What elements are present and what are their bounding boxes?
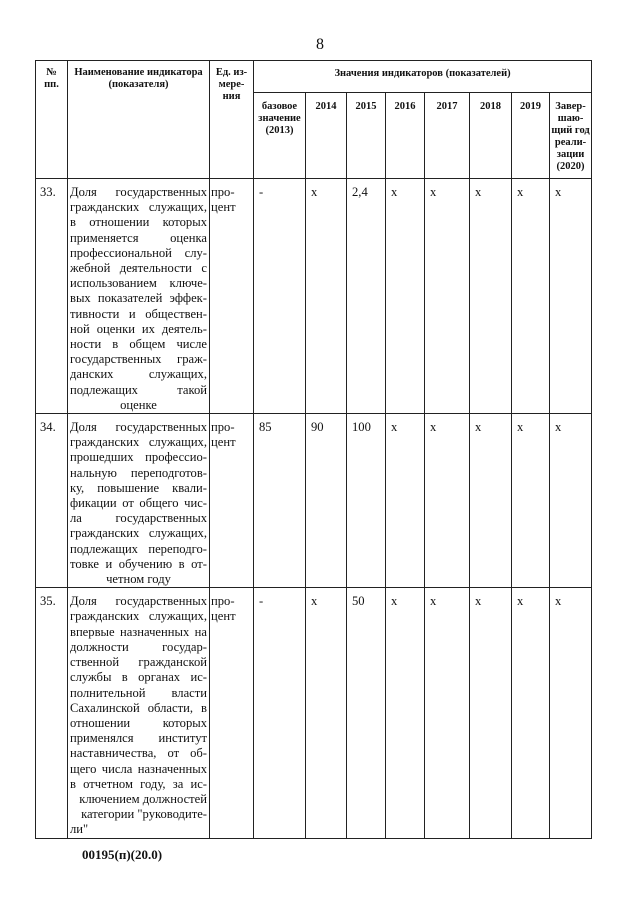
row-number: 33.	[36, 179, 68, 414]
table-body	[36, 179, 592, 839]
indicator-name-line: товке и обучению в от-	[70, 556, 207, 571]
indicator-name-line: службы в органах ис-	[70, 670, 207, 685]
indicator-name-line: ственной гражданской	[70, 655, 207, 670]
value-v2018: х	[470, 179, 512, 414]
indicator-name-line: Сахалинской области, в	[70, 700, 207, 715]
value-v2019: х	[512, 414, 550, 588]
indicator-name-line: ключением должностей	[79, 791, 207, 806]
table-row	[36, 179, 592, 414]
unit-of-measure	[210, 588, 254, 838]
header-2019: 2019	[512, 93, 550, 179]
value-v2018: х	[470, 588, 512, 838]
indicator-name-line: ной оценки их деятель-	[70, 321, 207, 336]
indicator-name-line: нальную переподготов-	[70, 465, 207, 480]
row-number: 35.	[36, 588, 68, 838]
value-v2017: х	[425, 414, 470, 588]
value-v2014: 90	[306, 414, 347, 588]
unit-line: про-	[211, 420, 235, 435]
indicator-name-line: гражданских служащих,	[70, 526, 207, 541]
indicator-name	[68, 588, 210, 838]
value-base: 85	[254, 414, 306, 588]
indicator-name-line: государственных граж-	[70, 352, 207, 367]
value-v2019: х	[512, 179, 550, 414]
value-v2020: х	[550, 588, 592, 838]
indicator-name-line: категории "руководите-	[81, 807, 207, 822]
value-v2017: х	[425, 179, 470, 414]
indicator-name-line: впервые назначенных на	[70, 624, 207, 639]
indicator-name-line: подлежащих такой	[70, 382, 207, 397]
indicator-name-line: фикации от общего чис-	[70, 496, 207, 511]
indicator-name-line: наставничества, от об-	[70, 746, 207, 761]
header-num: № пп.	[36, 61, 68, 179]
header-2018: 2018	[470, 93, 512, 179]
value-v2016: х	[386, 588, 425, 838]
header-row-1	[36, 61, 592, 93]
value-v2020: х	[550, 414, 592, 588]
unit-of-measure	[210, 179, 254, 414]
value-v2014: х	[306, 179, 347, 414]
header-2014: 2014	[306, 93, 347, 179]
unit-of-measure	[210, 414, 254, 588]
indicator-name-line: Доля государственных	[70, 420, 207, 435]
header-2016: 2016	[386, 93, 425, 179]
unit-line: цент	[211, 435, 236, 450]
value-v2015: 50	[347, 588, 386, 838]
indicator-name-line: должности государ-	[70, 639, 207, 654]
value-v2014: х	[306, 588, 347, 838]
unit-line: про-	[211, 594, 235, 609]
indicator-name-line: ности в общем числе	[70, 337, 207, 352]
value-v2020: х	[550, 179, 592, 414]
value-v2018: х	[470, 414, 512, 588]
indicator-name-line: полнительной власти	[70, 685, 207, 700]
value-v2017: х	[425, 588, 470, 838]
indicator-name-line: вых показателей эффек-	[70, 291, 207, 306]
indicator-name-line: ли"	[70, 822, 89, 837]
document-code: 00195(п)(20.0)	[82, 847, 163, 862]
header-final-year: Завер-шаю-щий год реали-зации (2020)	[550, 93, 592, 179]
indicator-name-line: щего числа назначенных	[70, 761, 207, 776]
indicator-name-line: профессиональной слу-	[70, 245, 207, 260]
header-name: Наименование индикатора (показателя)	[68, 61, 210, 179]
value-v2015: 100	[347, 414, 386, 588]
indicator-name-line: ла государственных	[70, 511, 207, 526]
indicator-name	[68, 179, 210, 414]
indicator-name-line: оценке	[120, 397, 157, 412]
header-values-group: Значения индикаторов (показателей)	[254, 61, 592, 93]
indicator-name-line: гражданских служащих,	[70, 435, 207, 450]
indicator-name-line: ку, повышение квали-	[70, 480, 207, 495]
value-base: -	[254, 588, 306, 838]
indicator-name-line: жебной деятельности с	[70, 261, 207, 276]
indicator-name-line: отношении которых	[70, 715, 207, 730]
table-row	[36, 414, 592, 588]
indicator-name-line: применяется оценка	[70, 230, 207, 245]
indicator-name-line: подлежащих переподго-	[70, 541, 207, 556]
header-2017: 2017	[425, 93, 470, 179]
header-unit: Ед. из-мере-ния	[210, 61, 254, 179]
indicator-name-line: четном году	[106, 572, 171, 587]
value-v2015: 2,4	[347, 179, 386, 414]
value-v2016: х	[386, 179, 425, 414]
indicator-name-line: в отчетном году, за ис-	[70, 776, 207, 791]
indicator-name-line: использованием ключе-	[70, 276, 207, 291]
indicator-name-line: в отношении которых	[70, 215, 207, 230]
indicator-name-line: данских служащих,	[70, 367, 207, 382]
header-base: базовое значение (2013)	[254, 93, 306, 179]
header-2015: 2015	[347, 93, 386, 179]
indicator-name	[68, 414, 210, 588]
indicator-name-line: гражданских служащих,	[70, 609, 207, 624]
unit-line: цент	[211, 200, 236, 215]
indicators-table	[35, 60, 592, 839]
indicator-name-line: Доля государственных	[70, 185, 207, 199]
indicator-name-line: прошедших профессио-	[70, 450, 207, 465]
page-number: 8	[316, 36, 324, 53]
value-v2019: х	[512, 588, 550, 838]
indicator-name-line: применялся институт	[70, 731, 207, 746]
value-v2016: х	[386, 414, 425, 588]
indicator-name-line: тивности и обществен-	[70, 306, 207, 321]
indicator-name-line: гражданских служащих,	[70, 200, 207, 215]
indicator-name-line: Доля государственных	[70, 594, 207, 609]
unit-line: цент	[211, 609, 236, 624]
row-number: 34.	[36, 414, 68, 588]
unit-line: про-	[211, 185, 235, 199]
table-row	[36, 588, 592, 838]
value-base: -	[254, 179, 306, 414]
